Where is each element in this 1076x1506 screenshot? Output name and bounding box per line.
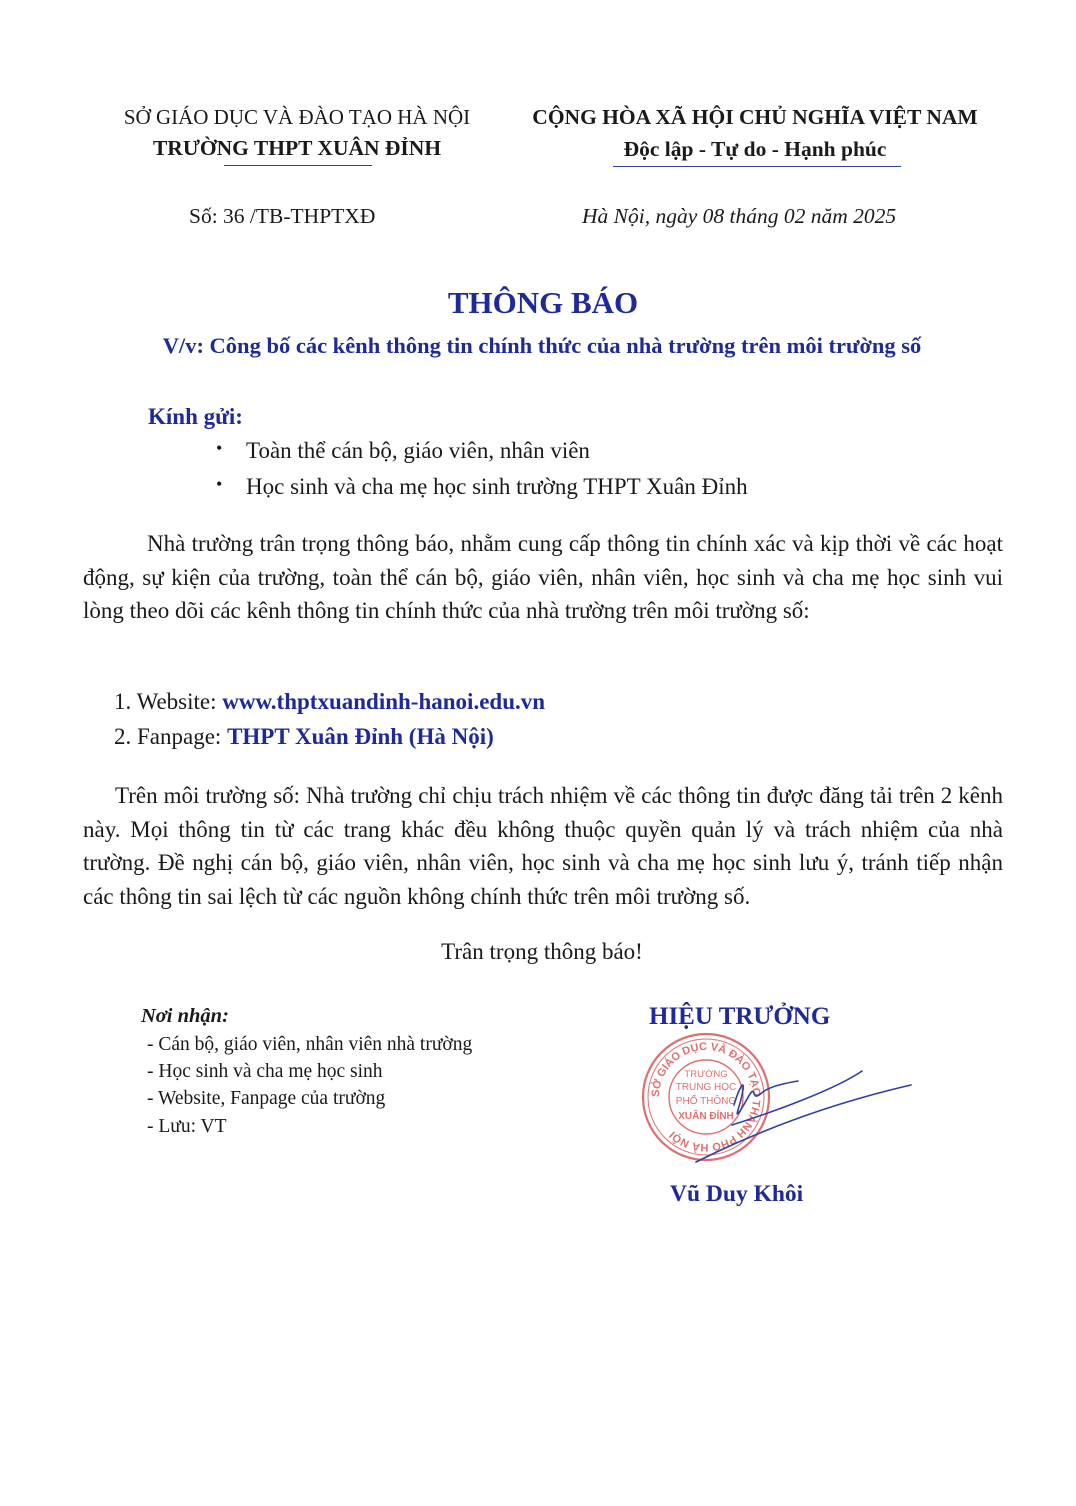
receiver-item: - Website, Fanpage của trường bbox=[147, 1088, 386, 1109]
official-seal-icon bbox=[636, 1027, 914, 1167]
signer-name: Vũ Duy Khôi bbox=[670, 1181, 804, 1207]
receiver-item: - Cán bộ, giáo viên, nhân viên nhà trường bbox=[147, 1034, 473, 1055]
channel-label: Fanpage: bbox=[137, 724, 222, 749]
seal-ring-text: SỞ GIÁO DỤC VÀ ĐÀO TẠO THÀNH PHỐ HÀ NỘI bbox=[649, 1040, 763, 1154]
channel-website bbox=[114, 689, 545, 715]
note-paragraph: Trên môi trường số: Nhà trường chỉ chịu trách nhiệm về các thông tin được đăng tải trên 2 kênh này. Mọi thông tin từ các trang khác đều không thuộc quyền quản lý và trách nhiệm của nhà trường. Đề nghị cán bộ, giáo viên, nhân viên, học sinh và cha mẹ học sinh lưu ý, tránh tiếp nhận các thông tin sai lệch từ các nguồn không chính thức trên môi trường số. bbox=[83, 783, 1003, 909]
seal-line: XUÂN ĐỈNH bbox=[678, 1111, 734, 1122]
channel-number: 2. bbox=[114, 724, 132, 749]
intro-paragraph: Nhà trường trân trọng thông báo, nhằm cung cấp thông tin chính xác và kịp thời về các hoạt động, sự kiện của trường, toàn thể cán bộ, giáo viên, nhân viên, học sinh và cha mẹ học sinh vui lòng theo dõi các kênh thông tin chính thức của nhà trường trên môi trường số: bbox=[83, 531, 1003, 623]
channel-label: Website: bbox=[136, 689, 217, 714]
place-date: Hà Nội, ngày 08 tháng 02 năm 2025 bbox=[582, 204, 897, 228]
signer-title: HIỆU TRƯỞNG bbox=[649, 1003, 831, 1030]
recipient-item: • Toàn thể cán bộ, giáo viên, nhân viên bbox=[246, 438, 590, 464]
national-motto: Độc lập - Tự do - Hạnh phúc bbox=[623, 137, 887, 161]
agency-name: SỞ GIÁO DỤC VÀ ĐÀO TẠO HÀ NỘI bbox=[123, 105, 471, 129]
document-subject: V/v: Công bố các kênh thông tin chính thức của nhà trường trên môi trường số bbox=[162, 333, 922, 358]
document-title: THÔNG BÁO bbox=[447, 285, 639, 320]
channel-fanpage bbox=[114, 724, 494, 750]
channel-number: 1. bbox=[114, 689, 132, 714]
closing-line: Trân trọng thông báo! bbox=[441, 939, 643, 964]
motto-underline bbox=[613, 166, 901, 167]
seal-line: PHỔ THÔNG bbox=[675, 1096, 737, 1107]
school-name-underline bbox=[224, 165, 372, 166]
school-name: TRƯỜNG THPT XUÂN ĐỈNH bbox=[152, 136, 442, 160]
receiver-item: - Học sinh và cha mẹ học sinh bbox=[147, 1061, 383, 1082]
seal-line: TRUNG HỌC bbox=[675, 1082, 737, 1093]
fanpage-link[interactable]: THPT Xuân Đỉnh (Hà Nội) bbox=[227, 724, 494, 749]
seal-line: TRƯỜNG bbox=[684, 1069, 728, 1080]
receiver-item: - Lưu: VT bbox=[147, 1116, 227, 1137]
document-number: Số: 36 /TB-THPTXĐ bbox=[189, 204, 376, 228]
recipients-label: Kính gửi: bbox=[148, 404, 243, 429]
national-title: CỘNG HÒA XÃ HỘI CHỦ NGHĨA VIỆT NAM bbox=[532, 105, 978, 129]
recipient-item: • Học sinh và cha mẹ học sinh trường THPT Xuân Đỉnh bbox=[246, 474, 748, 500]
receivers-label: Nơi nhận: bbox=[141, 1005, 229, 1027]
website-link[interactable]: www.thptxuandinh-hanoi.edu.vn bbox=[222, 689, 546, 714]
